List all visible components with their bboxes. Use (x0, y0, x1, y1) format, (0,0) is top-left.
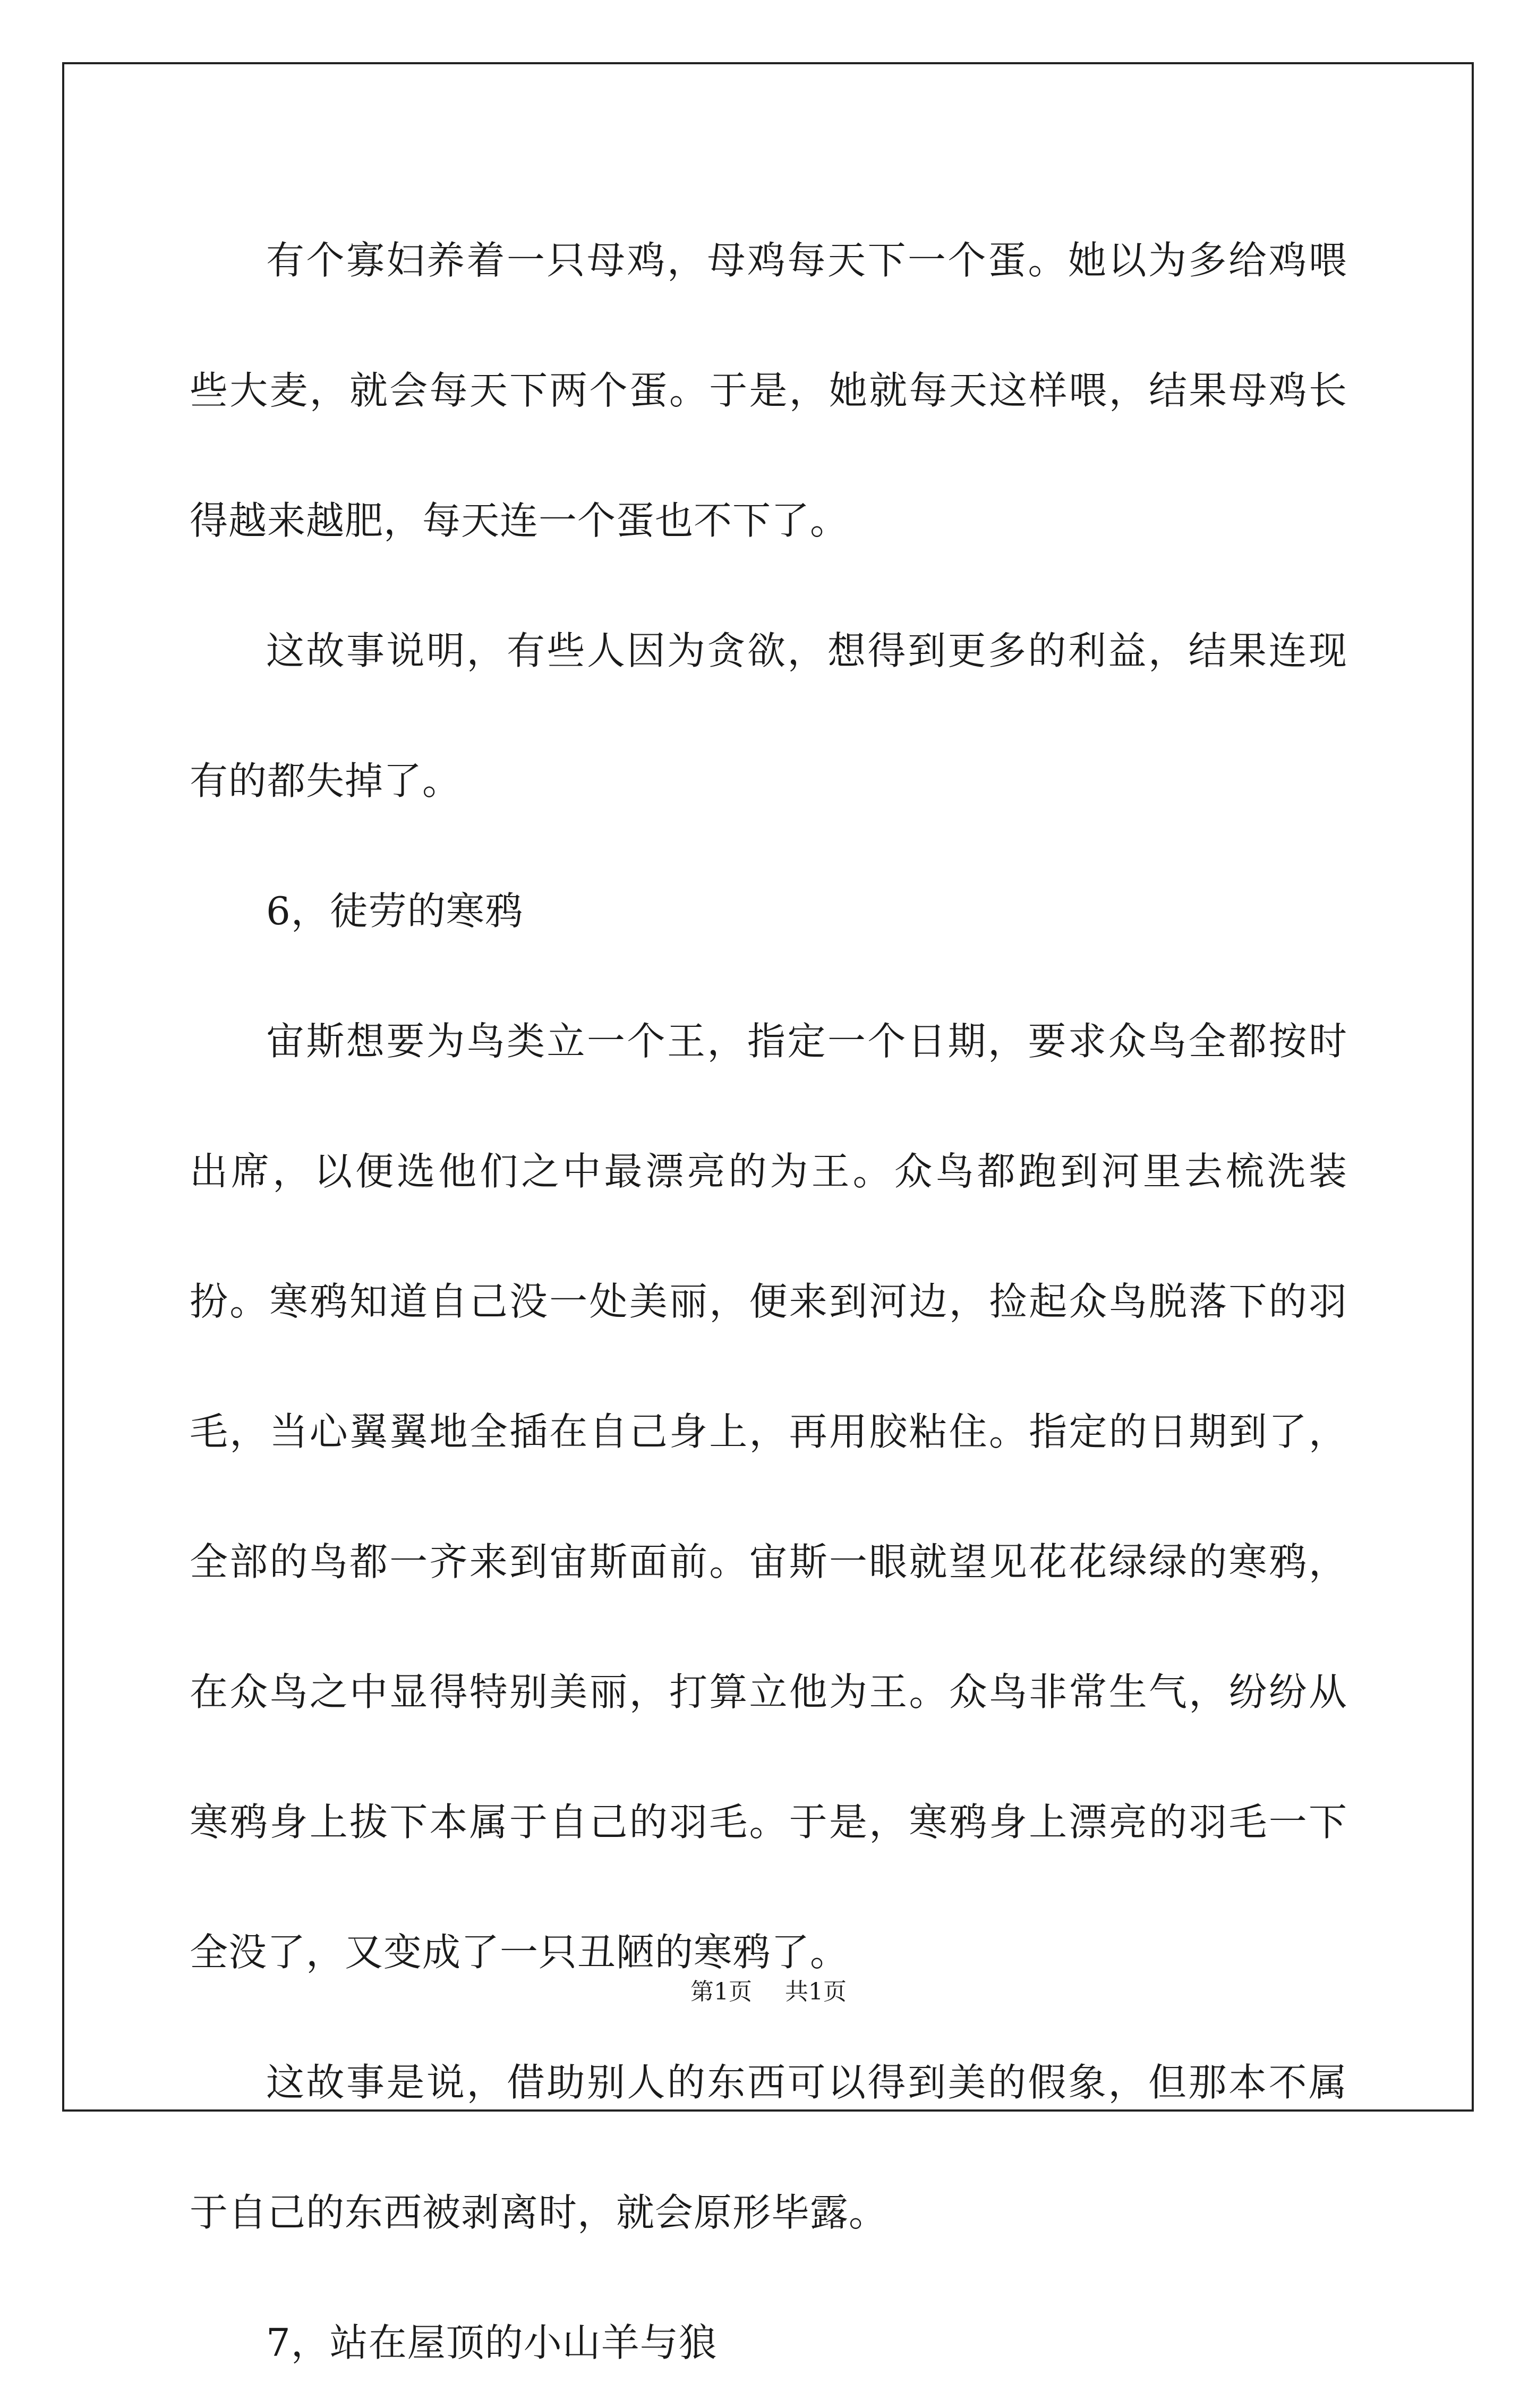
paragraph-widow-hen: 有个寡妇养着一只母鸡，母鸡每天下一个蛋。她以为多给鸡喂些大麦，就会每天下两个蛋。于是，她就每天这样喂，结果母鸡长得越来越肥，每天连一个蛋也不下了。 (190, 238, 1347, 543)
paragraph-moral-borrowed: 这故事是说，借助别人的东西可以得到美的假象，但那本不属于自己的东西被剥离时，就会原形毕露。 (190, 2060, 1347, 2235)
page-footer (0, 1976, 1537, 2008)
page-number-current: 第1页 (690, 1978, 752, 2005)
section-heading-jackdaw: 6，徒劳的寒鸦 (266, 889, 524, 933)
section-heading-goat-wolf: 7，站在屋顶的小山羊与狼 (266, 2320, 718, 2365)
document-body (190, 195, 1347, 2408)
page-number-total: 共1页 (785, 1978, 847, 2005)
paragraph-jackdaw-story: 宙斯想要为鸟类立一个王，指定一个日期，要求众鸟全都按时出席，以便选他们之中最漂亮的为王。众鸟都跑到河里去梳洗装扮。寒鸦知道自己没一处美丽，便来到河边，捡起众鸟脱落下的羽毛，当心翼翼地全插在自己身上，再用胶粘住。指定的日期到了，全部的鸟都一齐来到宙斯面前。宙斯一眼就望见花花绿绿的寒鸦，在众鸟之中显得特别美丽，打算立他为王。众鸟非常生气，纷纷从寒鸦身上拔下本属于自己的羽毛。于是，寒鸦身上漂亮的羽毛一下全没了，又变成了一只丑陋的寒鸦了。 (190, 1019, 1347, 1975)
paragraph-moral-greed: 这故事说明，有些人因为贪欲，想得到更多的利益，结果连现有的都失掉了。 (190, 628, 1347, 803)
